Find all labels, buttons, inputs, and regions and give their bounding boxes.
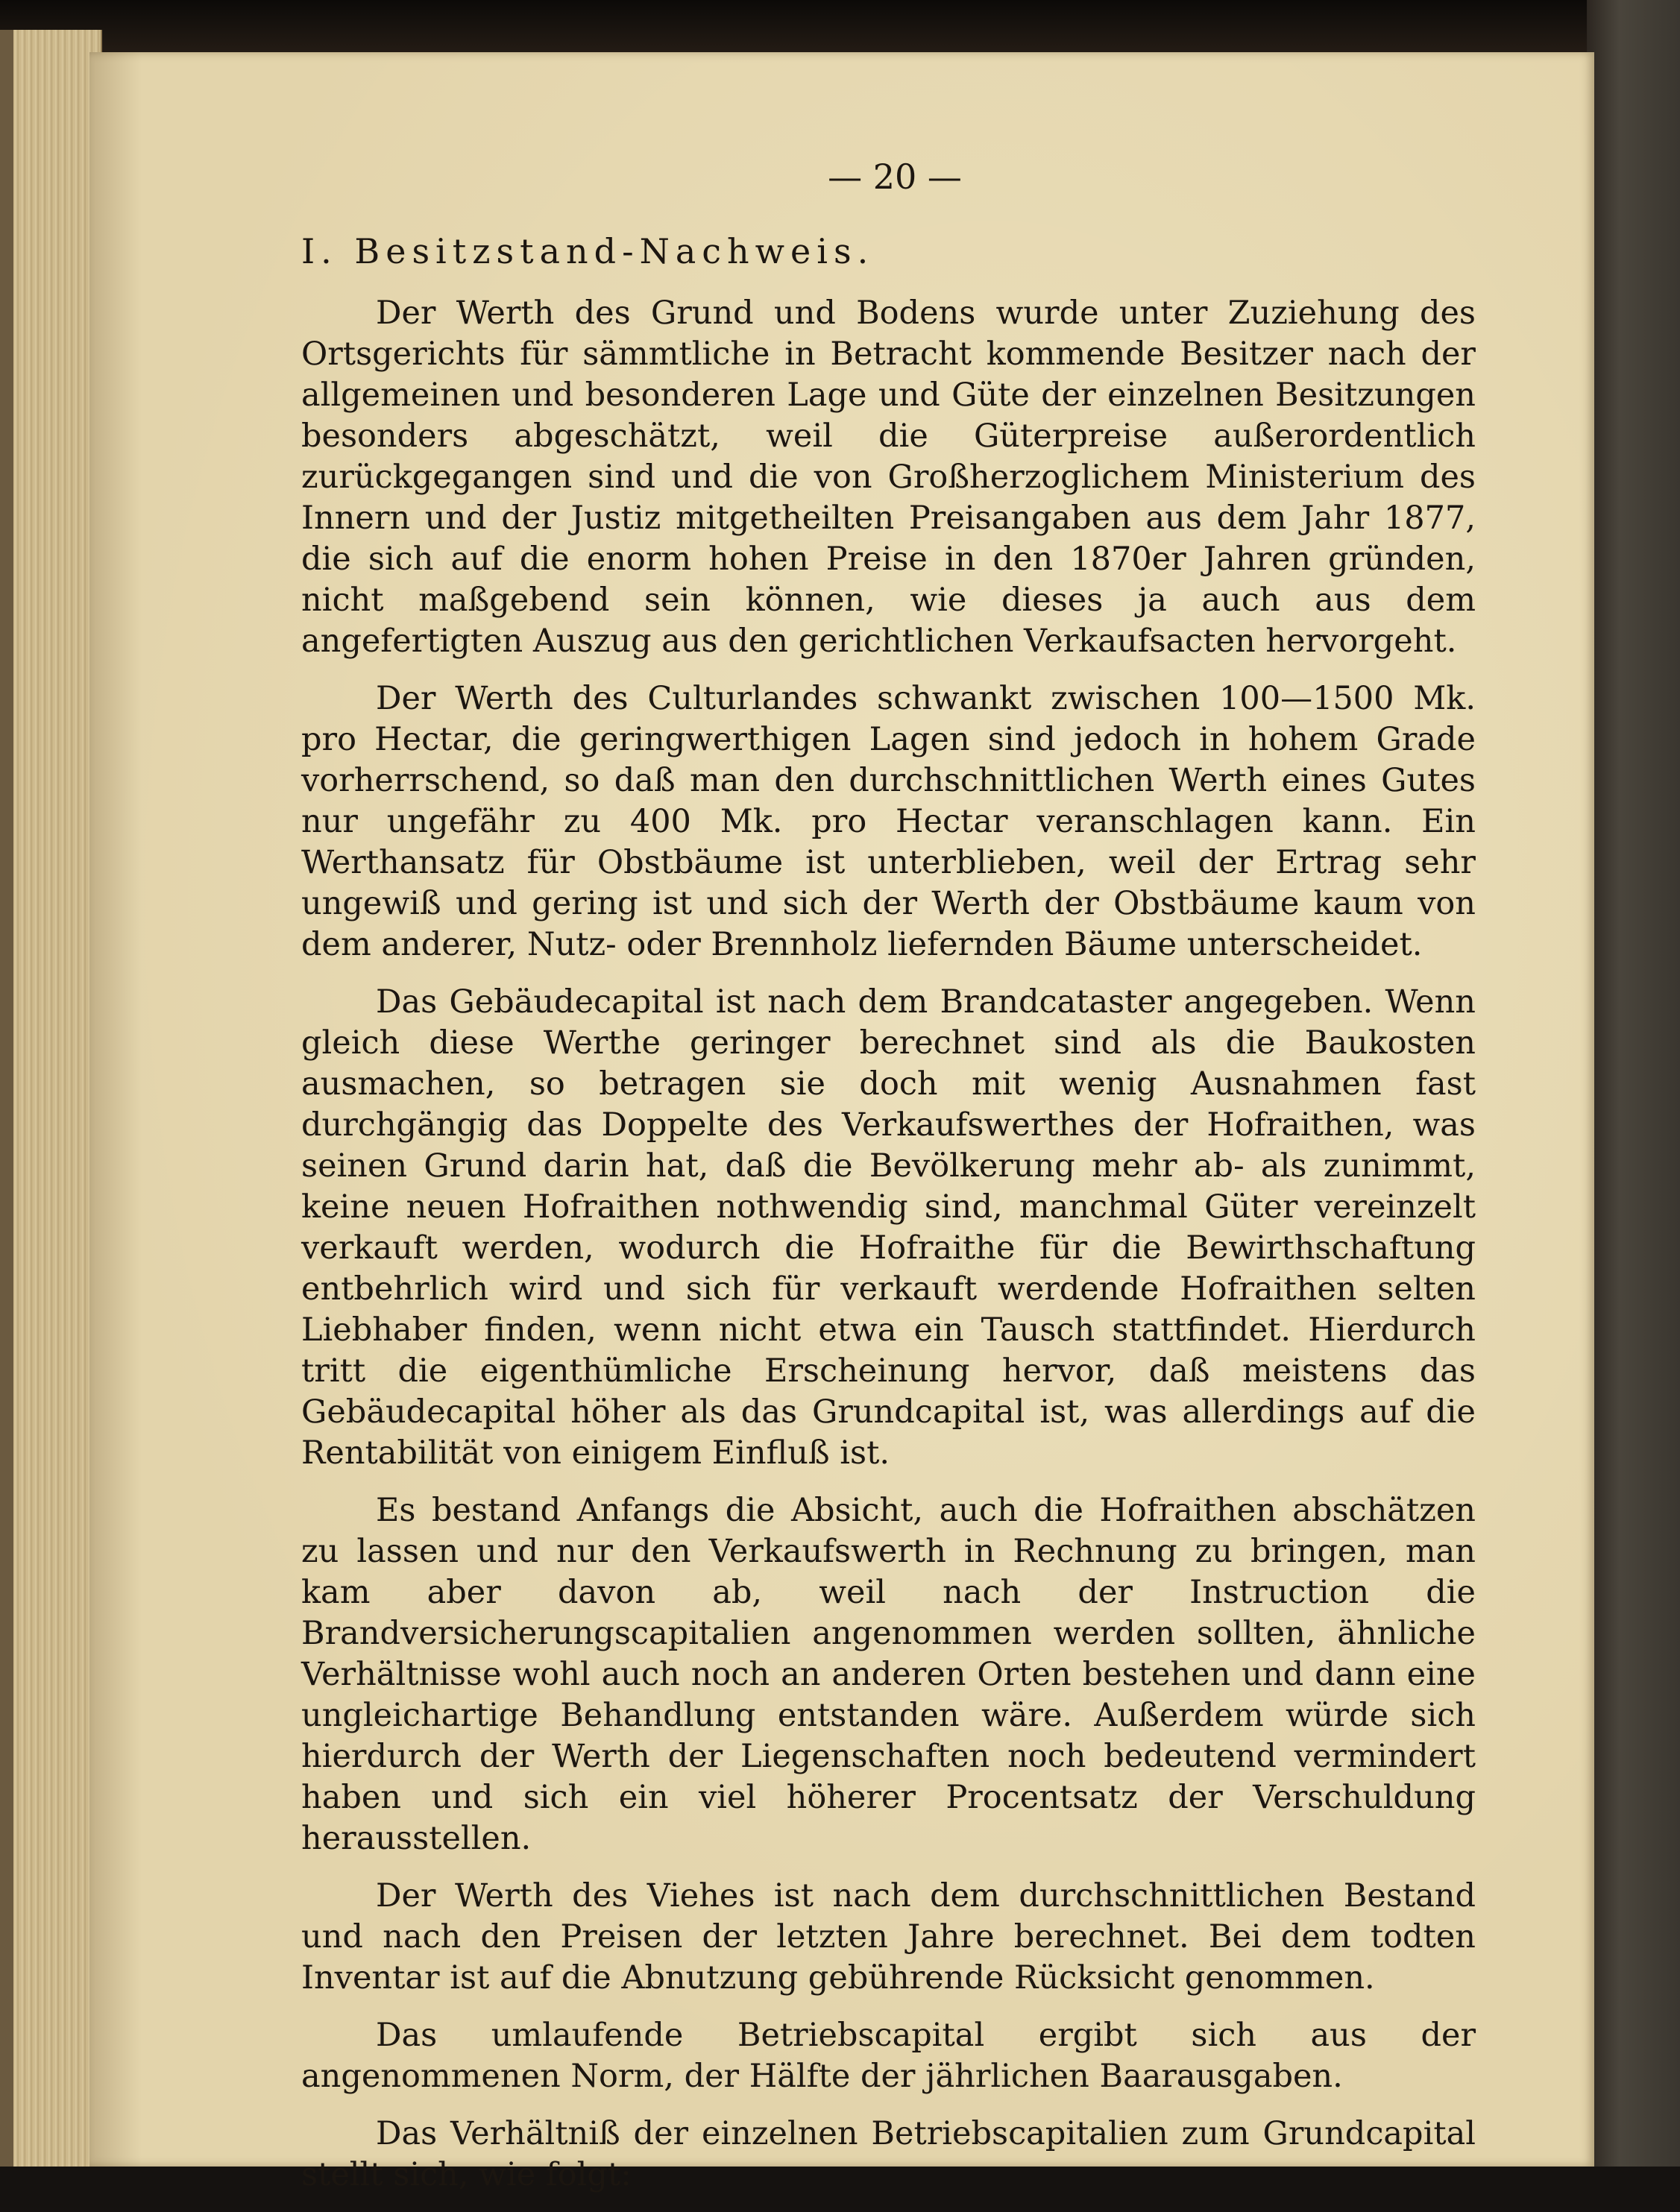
book-page-edges bbox=[0, 30, 102, 2167]
paragraph-grundwerth: Der Werth des Grund und Bodens wurde unter Zuziehung des Ortsgerichts für sämmtliche in Betracht kommende Besitzer nach der allgemeinen und besonderen Lage und Güte der einzelnen Besitzungen besonders abgeschätzt, weil die Güterpreise außerordentlich zurückgegangen sind und die von Großherzoglichem Ministerium des Innern und der Justiz mitgetheilten Preisangaben aus dem Jahr 1877, die sich auf die enorm hohen Preise in den 1870er Jahren gründen, nicht maßgebend sein können, wie dieses ja auch aus dem angefertigten Auszug aus den gerichtlichen Verkaufsacten hervorgeht. bbox=[301, 294, 1476, 660]
page-text bbox=[301, 231, 1476, 2212]
page-number: — 20 — bbox=[828, 157, 962, 197]
paragraph-verhaeltniss: Das Verhältniß der einzelnen Betriebscapitalien zum Grundcapital stellt sich, wie folgt: bbox=[301, 2115, 1476, 2193]
paragraph-culturland: Der Werth des Culturlandes schwankt zwischen 100—1500 Mk. pro Hectar, die geringwerthigen Lagen sind jedoch in hohem Grade vorherrschend, so daß man den durchschnittlichen Werth eines Gutes nur ungefähr zu 400 Mk. pro Hectar veranschlagen kann. Ein Werthansatz für Obstbäume ist unterblieben, weil der Ertrag sehr ungewiß und gering ist und sich der Werth der Obstbäume kaum von dem anderer, Nutz- oder Brennholz liefernden Bäume unterscheidet. bbox=[301, 680, 1476, 963]
paragraph-gebaeudecapital: Das Gebäudecapital ist nach dem Brandcataster angegeben. Wenn gleich diese Werthe geringer berechnet sind als die Baukosten ausmachen, so betragen sie doch mit wenig Ausnahmen fast durchgängig das Doppelte des Verkaufswerthes der Hofraithen, was seinen Grund darin hat, daß die Bevölkerung mehr ab- als zunimmt, keine neuen Hofraithen nothwendig sind, manchmal Güter vereinzelt verkauft werden, wodurch die Hofraithe für die Bewirthschaftung entbehrlich wird und sich für verkauft werdende Hofraithen selten Liebhaber finden, wenn nicht etwa ein Tausch stattfindet. Hierdurch tritt die eigenthümliche Erscheinung hervor, daß meistens das Gebäudecapital höher als das Grundcapital ist, was allerdings auf die Rentabilität von einigem Einfluß ist. bbox=[301, 983, 1476, 1472]
paragraph-betriebscapital: Das umlaufende Betriebscapital ergibt sich aus der angenommenen Norm, der Hälfte der jährlichen Baarausgaben. bbox=[301, 2017, 1476, 2095]
paragraph-viehwerth: Der Werth des Viehes ist nach dem durchschnittlichen Bestand und nach den Preisen der letzten Jahre berechnet. Bei dem todten Inventar ist auf die Abnutzung gebührende Rücksicht genommen. bbox=[301, 1877, 1476, 1997]
book-cover-edge bbox=[1587, 0, 1680, 2167]
paragraph-hofraithen: Es bestand Anfangs die Absicht, auch die Hofraithen abschätzen zu lassen und nur den Verkaufswerth in Rechnung zu bringen, man kam aber davon ab, weil nach der Instruction die Brandversicherungscapitalien angenommen werden sollten, ähnliche Verhältnisse wohl auch noch an anderen Orten bestehen und dann eine ungleichartige Behandlung entstanden wäre. Außerdem würde sich hierdurch der Werth der Liegenschaften noch bedeutend vermindert haben und sich ein viel höherer Procentsatz der Verschuldung herausstellen. bbox=[301, 1492, 1476, 1857]
section-heading: I. Besitzstand-Nachweis. bbox=[301, 231, 875, 271]
